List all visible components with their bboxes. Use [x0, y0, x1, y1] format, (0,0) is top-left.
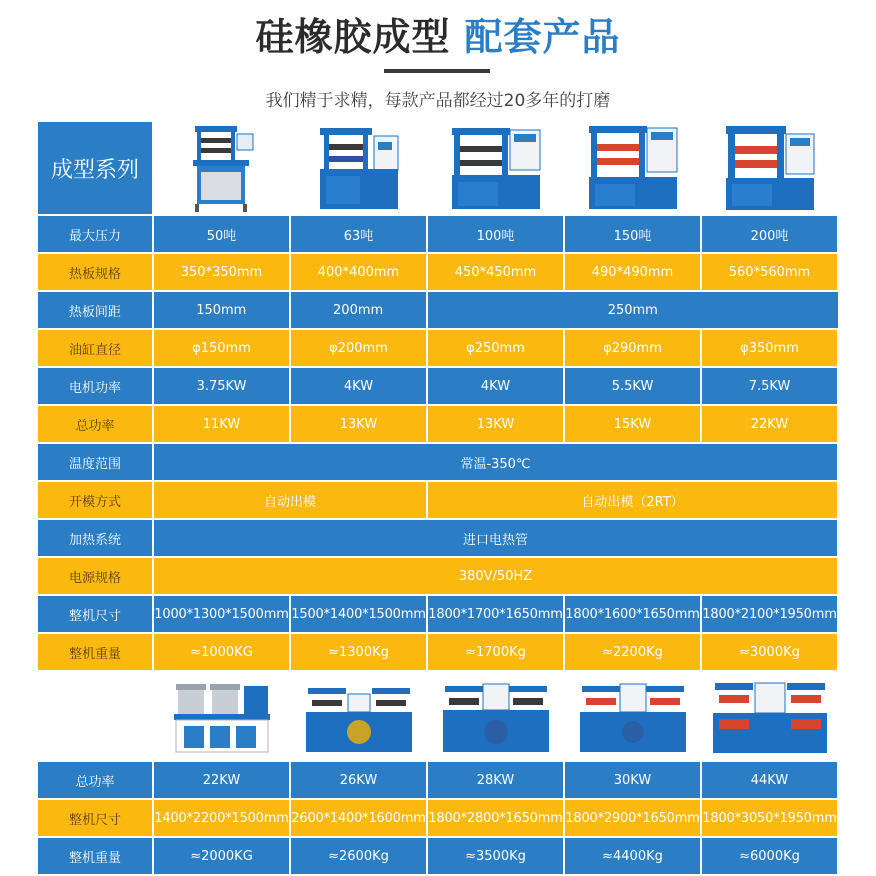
row-cylinder-diameter — [38, 330, 838, 366]
table-cell: 1400*2200*1500mm — [154, 800, 289, 836]
row-total-power — [38, 406, 838, 442]
table-cell: 560*560mm — [702, 254, 837, 290]
machine-photo-dual-44kw — [702, 676, 837, 760]
row-label: 总功率 — [38, 762, 152, 798]
table-cell: ≈2000KG — [154, 838, 289, 874]
table-cell: 28KW — [428, 762, 563, 798]
table-cell: ≈3000Kg — [702, 634, 837, 670]
table2-header-row — [38, 676, 838, 760]
row-machine-weight — [38, 634, 838, 670]
row-label: 电机功率 — [38, 368, 152, 404]
table-cell: 15KW — [565, 406, 700, 442]
table-cell: 22KW — [702, 406, 837, 442]
machine-photo-100t — [428, 122, 563, 214]
table-cell: 3.75KW — [154, 368, 289, 404]
row-label: 整机重量 — [38, 838, 152, 874]
machine-photo-200t — [702, 122, 837, 214]
table-cell: ≈1700Kg — [428, 634, 563, 670]
table-cell: 11KW — [154, 406, 289, 442]
table-cell: 1800*1600*1650mm — [565, 596, 700, 632]
page-subtitle: 我们精于求精，每款产品都经过20多年的打磨 — [265, 91, 611, 111]
machine-photo-dual-26kw — [291, 676, 426, 760]
table-cell: ≈1000KG — [154, 634, 289, 670]
row-machine-dimensions — [38, 596, 838, 632]
table-cell: 4KW — [428, 368, 563, 404]
table-cell: 200吨 — [702, 216, 837, 252]
table-cell: ≈3500Kg — [428, 838, 563, 874]
table-cell: 1500*1400*1500mm — [291, 596, 426, 632]
row-platen-size — [38, 254, 838, 290]
row-label: 最大压力 — [38, 216, 152, 252]
table-cell: 30KW — [565, 762, 700, 798]
row-motor-power — [38, 368, 838, 404]
table-cell: 22KW — [154, 762, 289, 798]
table-cell: ≈4400Kg — [565, 838, 700, 874]
row-label: 整机重量 — [38, 634, 152, 670]
table-cell: 自动出模（2RT） — [428, 482, 837, 518]
row-heating-system — [38, 520, 838, 556]
title-main: 硅橡胶成型 — [255, 15, 451, 59]
row-label: 温度范围 — [38, 444, 152, 480]
series-label: 成型系列 — [38, 122, 152, 214]
machine-photo-dual-28kw — [428, 676, 563, 760]
table-cell: ≈6000Kg — [702, 838, 837, 874]
machine-photo-50t — [154, 122, 289, 214]
table-cell: φ350mm — [702, 330, 837, 366]
row-label: 加热系统 — [38, 520, 152, 556]
table-cell: 200mm — [291, 292, 426, 328]
table-cell: 常温-350℃ — [154, 444, 837, 480]
table-cell: 100吨 — [428, 216, 563, 252]
table-header-row — [38, 122, 838, 214]
row-machine-dimensions-2 — [38, 800, 838, 836]
table-cell: ≈2200Kg — [565, 634, 700, 670]
table-cell: 150吨 — [565, 216, 700, 252]
row-label: 总功率 — [38, 406, 152, 442]
row-label: 电源规格 — [38, 558, 152, 594]
table-cell: 63吨 — [291, 216, 426, 252]
row-temperature-range — [38, 444, 838, 480]
table-cell: 2600*1400*1600mm — [291, 800, 426, 836]
page-title — [0, 6, 876, 61]
row-machine-weight-2 — [38, 838, 838, 874]
table-cell: 1800*1700*1650mm — [428, 596, 563, 632]
table-cell: 5.5KW — [565, 368, 700, 404]
table-cell: 1000*1300*1500mm — [154, 596, 289, 632]
table-cell: 50吨 — [154, 216, 289, 252]
row-mold-opening — [38, 482, 838, 518]
table-cell: 13KW — [291, 406, 426, 442]
row-label: 整机尺寸 — [38, 596, 152, 632]
row-platen-gap — [38, 292, 838, 328]
machine-photo-dual-22kw — [154, 676, 289, 760]
table-cell: 150mm — [154, 292, 289, 328]
spec-table-forming-series — [38, 122, 838, 670]
table-cell: 400*400mm — [291, 254, 426, 290]
table-cell: 1800*2100*1950mm — [702, 596, 837, 632]
table-cell: φ150mm — [154, 330, 289, 366]
table-cell: φ290mm — [565, 330, 700, 366]
table-cell: 13KW — [428, 406, 563, 442]
table-cell: 进口电热管 — [154, 520, 837, 556]
blank-label-cell — [38, 676, 152, 760]
table-cell: ≈1300Kg — [291, 634, 426, 670]
spec-table-dual-station-series — [38, 676, 838, 874]
table-cell: 7.5KW — [702, 368, 837, 404]
table-cell: 44KW — [702, 762, 837, 798]
title-accent: 配套产品 — [464, 15, 621, 59]
table-cell: φ200mm — [291, 330, 426, 366]
title-divider — [384, 69, 490, 73]
machine-photo-63t — [291, 122, 426, 214]
row-power-supply — [38, 558, 838, 594]
machine-photo-150t — [565, 122, 700, 214]
table-cell: 自动出模 — [154, 482, 426, 518]
table-cell: 26KW — [291, 762, 426, 798]
row-label: 热板规格 — [38, 254, 152, 290]
row-total-power-2 — [38, 762, 838, 798]
table-cell: 250mm — [428, 292, 838, 328]
table-cell: 450*450mm — [428, 254, 563, 290]
row-label: 开模方式 — [38, 482, 152, 518]
table-cell: 4KW — [291, 368, 426, 404]
table-cell: 380V/50HZ — [154, 558, 837, 594]
row-label: 整机尺寸 — [38, 800, 152, 836]
table-cell: 350*350mm — [154, 254, 289, 290]
table-cell: φ250mm — [428, 330, 563, 366]
table-cell: 490*490mm — [565, 254, 700, 290]
machine-photo-dual-30kw — [565, 676, 700, 760]
row-max-pressure — [38, 216, 838, 252]
table-cell: ≈2600Kg — [291, 838, 426, 874]
table-cell: 1800*3050*1950mm — [702, 800, 837, 836]
row-label: 油缸直径 — [38, 330, 152, 366]
row-label: 热板间距 — [38, 292, 152, 328]
table-cell: 1800*2900*1650mm — [565, 800, 700, 836]
table-cell: 1800*2800*1650mm — [428, 800, 563, 836]
